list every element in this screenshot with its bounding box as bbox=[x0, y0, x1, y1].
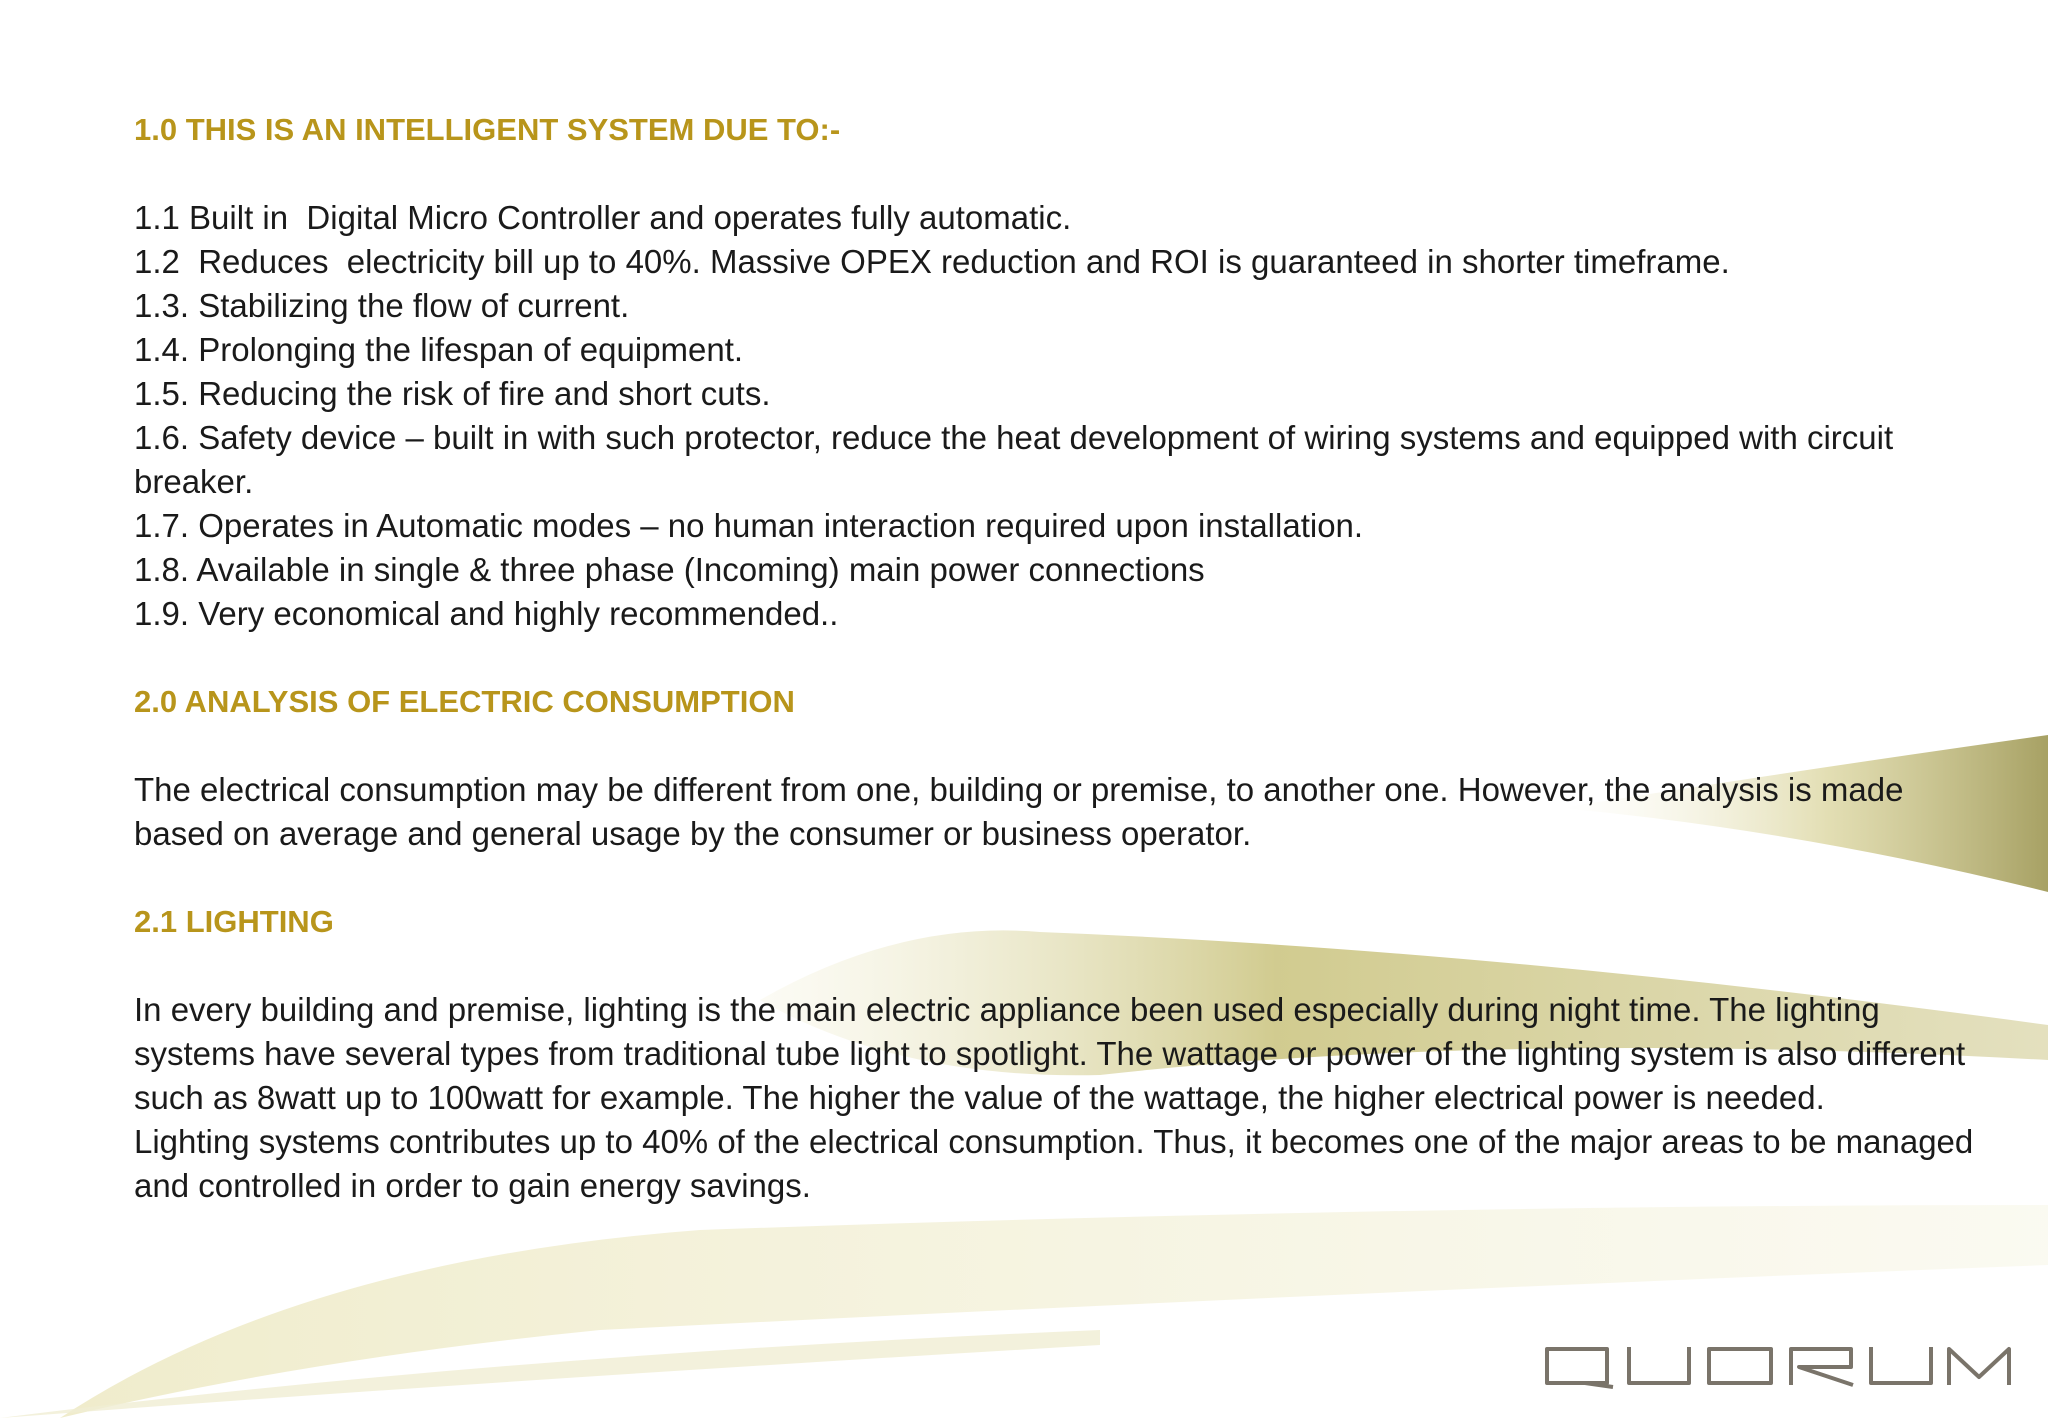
list-item-1-6: 1.6. Safety device – built in with such protector, reduce the heat development of wiring systems and equipped with circuit breaker. bbox=[134, 419, 1903, 500]
list-item-1-4: 1.4. Prolonging the lifespan of equipment. bbox=[134, 331, 744, 368]
list-item-1-8: 1.8. Available in single & three phase (Incoming) main power connections bbox=[134, 551, 1205, 588]
list-item-1-7: 1.7. Operates in Automatic modes – no human interaction required upon installation. bbox=[134, 507, 1364, 544]
list-item-1-5: 1.5. Reducing the risk of fire and short cuts. bbox=[134, 375, 771, 412]
spacer bbox=[134, 724, 1974, 768]
section-2-heading: 2.0 ANALYSIS OF ELECTRIC CONSUMPTION bbox=[134, 684, 795, 719]
list-item-1-9: 1.9. Very economical and highly recommended.. bbox=[134, 595, 839, 632]
section-2-1-paragraph-1: In every building and premise, lighting is the main electric appliance been used especially during night time. The lighting systems have several types from traditional tube light to spotlight. The wattage or power of the lighting system is also different such as 8watt up to 100watt for example. The higher the value of the wattage, the higher electrical power is needed. bbox=[134, 991, 1966, 1116]
section-2-paragraph: The electrical consumption may be different from one, building or premise, to another one. However, the analysis is made based on average and general usage by the consumer or business operator. bbox=[134, 771, 1904, 852]
section-2-1-heading: 2.1 LIGHTING bbox=[134, 904, 334, 939]
section-2-1-paragraph-2: Lighting systems contributes up to 40% of the electrical consumption. Thus, it becomes one of the major areas to be managed and controlled in order to gain energy savings. bbox=[134, 1123, 1974, 1204]
document-body bbox=[134, 108, 1974, 1208]
spacer bbox=[134, 944, 1974, 988]
quorum-logo bbox=[1545, 1343, 2015, 1389]
spacer bbox=[134, 856, 1974, 900]
spacer bbox=[134, 636, 1974, 680]
list-item-1-1: 1.1 Built in Digital Micro Controller and operates fully automatic. bbox=[134, 199, 1072, 236]
list-item-1-2: 1.2 Reduces electricity bill up to 40%. Massive OPEX reduction and ROI is guaranteed in shorter timeframe. bbox=[134, 243, 1730, 280]
section-1-heading: 1.0 THIS IS AN INTELLIGENT SYSTEM DUE TO:- bbox=[134, 112, 841, 147]
list-item-1-3: 1.3. Stabilizing the flow of current. bbox=[134, 287, 630, 324]
spacer bbox=[134, 152, 1974, 196]
